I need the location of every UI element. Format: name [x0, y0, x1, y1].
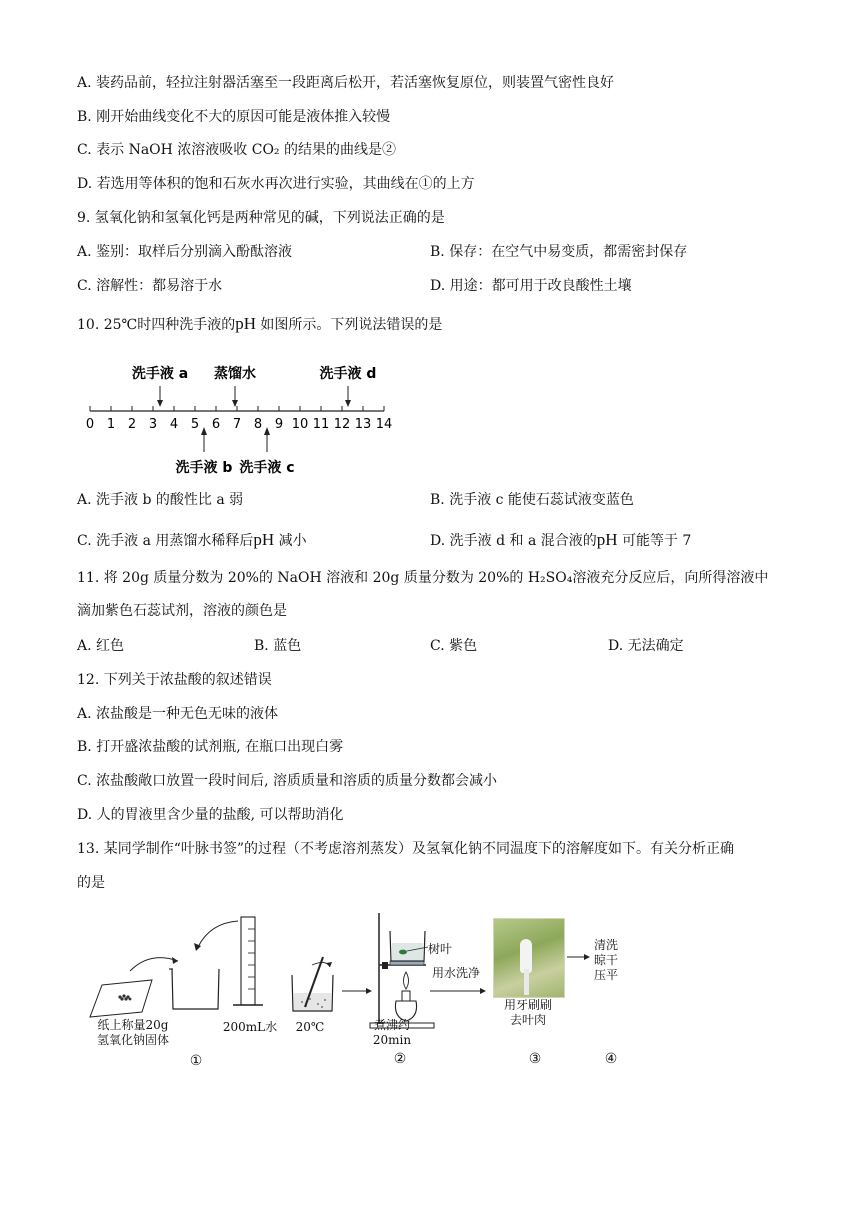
label-weigh: 纸上称量20g 氢氧化钠固体 — [96, 1018, 169, 1047]
q11-option-c: C. 紫色 — [430, 638, 478, 654]
ph-tick-label: 3 — [148, 417, 158, 432]
ph-tick-label: 14 — [375, 417, 393, 432]
q8-option-a: A. 装药品前，轻拉注射器活塞至一段距离后松开，若活塞恢复原位，则装置气密性良好 — [77, 75, 615, 91]
empty-beaker — [172, 969, 219, 1009]
flame-icon — [404, 972, 409, 989]
step-1-marker: ① — [189, 1053, 203, 1069]
ph-tick-label: 7 — [232, 417, 242, 432]
step-4-marker: ④ — [604, 1051, 618, 1067]
q11-option-a: A. 红色 — [77, 638, 125, 654]
q11-option-b: B. 蓝色 — [254, 638, 302, 654]
q8-option-c: C. 表示 NaOH 浓溶液吸收 CO₂ 的结果的曲线是② — [77, 142, 396, 158]
ph-tick-label: 5 — [190, 417, 200, 432]
q9-stem: 9. 氢氧化钠和氢氧化钙是两种常见的碱，下列说法正确的是 — [77, 210, 445, 226]
q9-option-c: C. 溶解性：都易溶于水 — [77, 278, 223, 294]
q9-option-a: A. 鉴别：取样后分别滴入酚酞溶液 — [77, 244, 293, 260]
ph-tick-label: 0 — [85, 417, 95, 432]
label-handwash-c: 洗手液 c — [239, 460, 295, 476]
q10-option-d: D. 洗手液 d 和 a 混合液的pH 可能等于 7 — [430, 530, 692, 549]
ph-tick-label: 11 — [312, 417, 330, 432]
ph-tick-label: 12 — [333, 417, 351, 432]
q12-option-a: A. 浓盐酸是一种无色无味的液体 — [77, 706, 279, 722]
label-water-volume: 200mL水 — [222, 1020, 278, 1034]
ph-tick-label: 8 — [253, 417, 263, 432]
q12-option-d: D. 人的胃液里含少量的盐酸, 可以帮助消化 — [77, 807, 344, 823]
q11-option-d: D. 无法确定 — [608, 638, 684, 654]
q11-stem-line1: 11. 将 20g 质量分数为 20%的 NaOH 溶液和 20g 质量分数为 20%的 H₂SO₄溶液充分反应后，向所得溶液中 — [77, 570, 769, 586]
ph-ticks — [86, 406, 392, 432]
label-wash: 用水洗净 — [431, 966, 480, 980]
label-handwash-d: 洗手液 d — [319, 366, 377, 382]
q10-option-c: C. 洗手液 a 用蒸馏水稀释后pH 减小 — [77, 530, 307, 549]
q12-stem: 12. 下列关于浓盐酸的叙述错误 — [77, 672, 272, 688]
leaf-icon — [399, 950, 407, 955]
step-2-marker: ② — [393, 1051, 407, 1067]
label-leaf: 树叶 — [428, 942, 453, 956]
step-3-marker: ③ — [528, 1051, 542, 1067]
q10-stem: 10. 25℃时四种洗手液的pH 如图所示。下列说法错误的是 — [77, 314, 443, 333]
ph-tick-label: 13 — [354, 417, 372, 432]
q10-option-a: A. 洗手液 b 的酸性比 a 弱 — [77, 492, 244, 508]
label-distilled-water: 蒸馏水 — [214, 366, 256, 382]
label-temperature: 20℃ — [295, 1020, 325, 1034]
q12-option-b: B. 打开盛浓盐酸的试剂瓶, 在瓶口出现白雾 — [77, 739, 344, 755]
q8-option-b: B. 刚开始曲线变化不大的原因可能是液体推入较慢 — [77, 109, 391, 125]
ph-tick-label: 10 — [291, 417, 309, 432]
toothbrush-photo — [493, 918, 565, 998]
ph-scale-figure — [80, 360, 400, 480]
q8-option-d: D. 若选用等体积的饱和石灰水再次进行实验，其曲线在①的上方 — [77, 176, 475, 192]
ph-tick-label: 2 — [127, 417, 137, 432]
ph-tick-label: 6 — [211, 417, 221, 432]
graduated-cylinder — [241, 917, 255, 1005]
q12-option-c: C. 浓盐酸敞口放置一段时间后, 溶质质量和溶质的质量分数都会减小 — [77, 773, 498, 789]
q13-stem-line2: 的是 — [77, 875, 105, 891]
q11-stem-line2: 滴加紫色石蕊试剂，溶液的颜色是 — [77, 603, 287, 619]
ph-tick-label: 4 — [169, 417, 179, 432]
label-handwash-a: 洗手液 a — [131, 366, 189, 382]
q9-option-d: D. 用途：都可用于改良酸性土壤 — [430, 278, 632, 294]
label-final: 清洗 晾干 压平 — [593, 938, 618, 982]
q13-stem-line1: 13. 某同学制作“叶脉书签”的过程（不考虑溶剂蒸发）及氢氧化钠不同温度下的溶解度如下。有关分析正确 — [77, 841, 735, 857]
ph-tick-label: 1 — [106, 417, 116, 432]
toothbrush-icon — [520, 939, 532, 973]
label-handwash-b: 洗手液 b — [175, 460, 233, 476]
q10-option-b: B. 洗手液 c 能使石蕊试液变蓝色 — [430, 492, 634, 508]
q9-option-b: B. 保存：在空气中易变质，都需密封保存 — [430, 244, 688, 260]
ph-tick-label: 9 — [274, 417, 284, 432]
label-brush: 用牙刷刷 去叶肉 — [503, 998, 552, 1027]
label-boil: 煮沸约 20min — [372, 1018, 412, 1047]
